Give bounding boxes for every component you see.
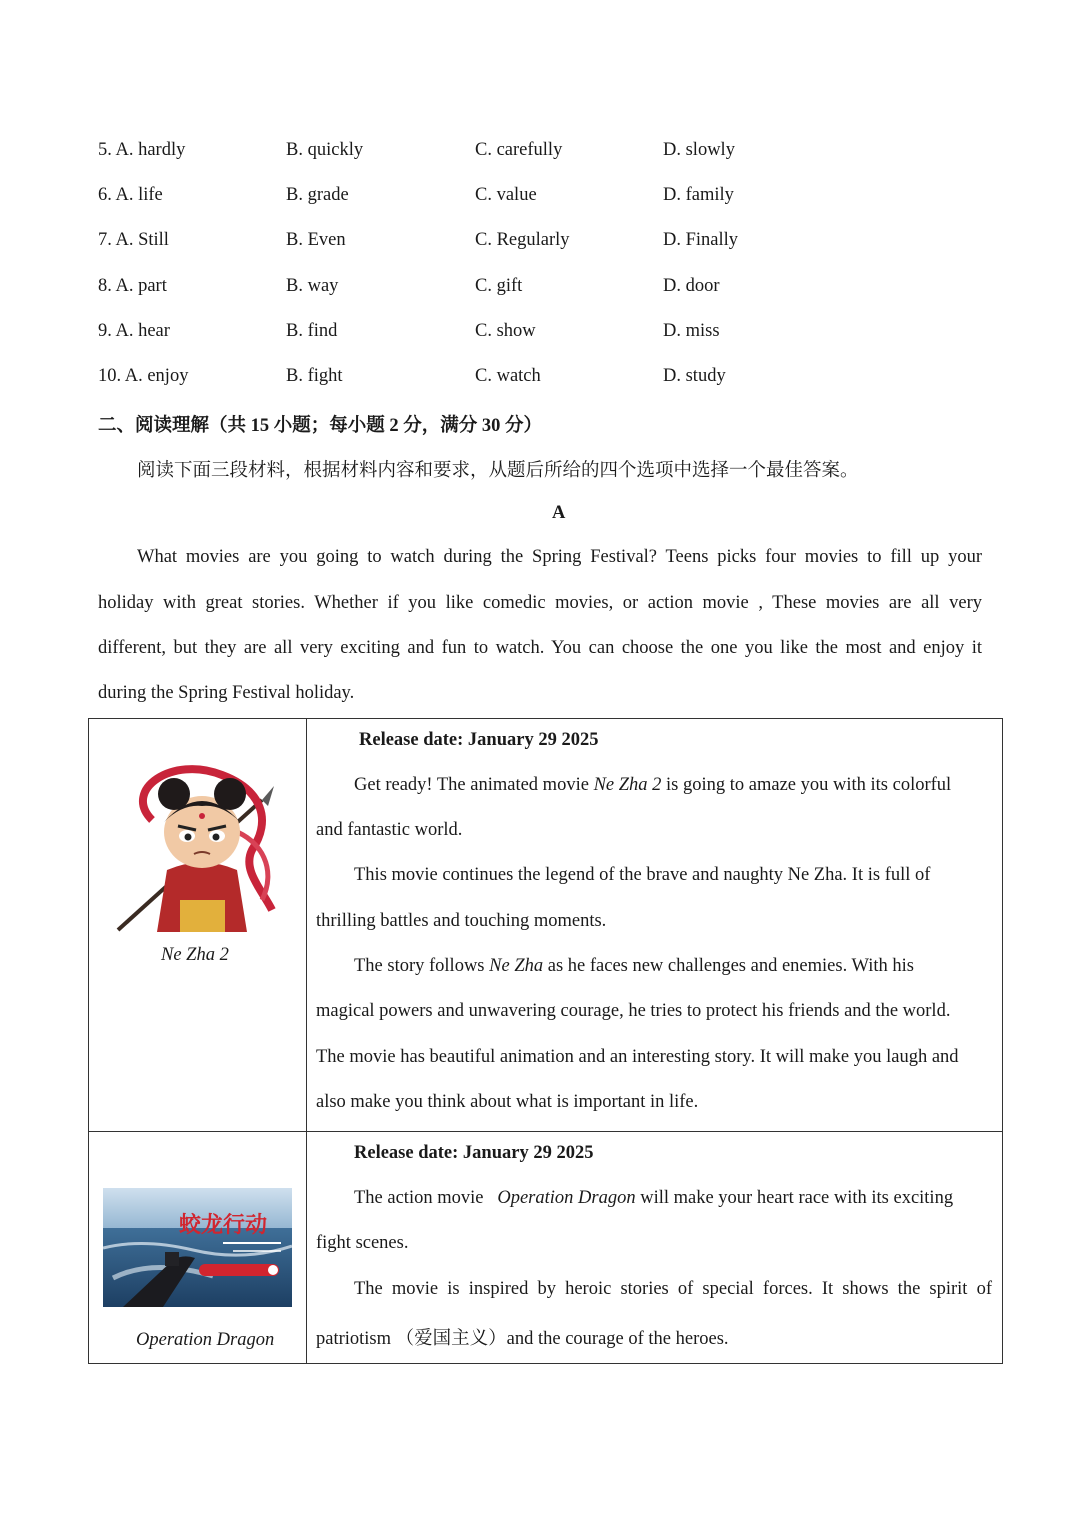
- option-c: C. gift: [475, 276, 523, 296]
- option-c: C. value: [475, 185, 537, 205]
- poster-title: 蛟龙行动: [178, 1213, 268, 1238]
- movie-desc-line: magical powers and unwavering courage, he tries to protect his friends and the world.: [316, 1001, 951, 1021]
- option-row-5: [98, 140, 898, 170]
- option-b: B. Even: [286, 230, 346, 250]
- movie-desc-line: fight scenes.: [316, 1233, 409, 1253]
- option-row-6: [98, 185, 898, 215]
- section-title: 二、阅读理解（共 15 小题；每小题 2 分，满分 30 分）: [98, 416, 543, 436]
- option-a: 7. A. Still: [98, 230, 169, 250]
- intro-line: different, but they are all very exciting and fun to watch. You can choose the one you like the most and enjoy it: [98, 638, 982, 658]
- option-d: D. slowly: [663, 140, 735, 160]
- intro-line: during the Spring Festival holiday.: [98, 683, 355, 703]
- option-c: C. watch: [475, 366, 541, 386]
- option-b: B. fight: [286, 366, 343, 386]
- movie-desc-line: The movie has beautiful animation and an interesting story. It will make you laugh and: [316, 1047, 959, 1067]
- option-b: B. find: [286, 321, 338, 341]
- movie-caption: Ne Zha 2: [161, 945, 229, 965]
- option-d: D. miss: [663, 321, 720, 341]
- option-d: D. family: [663, 185, 734, 205]
- table-divider: [88, 1131, 1003, 1132]
- option-b: B. grade: [286, 185, 349, 205]
- release-date: Release date: January 29 2025: [359, 730, 599, 750]
- option-b: B. way: [286, 276, 339, 296]
- movie-caption: Operation Dragon: [136, 1330, 275, 1350]
- movie-desc-line: patriotism （爱国主义）and the courage of the heroes.: [316, 1329, 729, 1349]
- option-d: D. door: [663, 276, 720, 296]
- option-a: 8. A. part: [98, 276, 167, 296]
- option-c: C. carefully: [475, 140, 563, 160]
- ne-zha-image: [112, 760, 282, 932]
- operation-dragon-poster: [103, 1188, 292, 1307]
- movie-desc-line: The action movie Operation Dragon will make your heart race with its exciting: [354, 1188, 954, 1208]
- release-date: Release date: January 29 2025: [354, 1143, 594, 1163]
- option-b: B. quickly: [286, 140, 364, 160]
- movie-desc-line: and fantastic world.: [316, 820, 463, 840]
- table-divider: [306, 718, 307, 1364]
- option-row-7: [98, 230, 898, 260]
- movie-desc-line: This movie continues the legend of the brave and naughty Ne Zha. It is full of: [354, 865, 931, 885]
- option-row-10: [98, 366, 898, 396]
- movie-desc-line: thrilling battles and touching moments.: [316, 911, 607, 931]
- option-a: 9. A. hear: [98, 321, 170, 341]
- movie-desc-line: also make you think about what is important in life.: [316, 1092, 699, 1112]
- movie-desc-line: The movie is inspired by heroic stories of special forces. It shows the spirit of: [354, 1279, 992, 1299]
- option-d: D. study: [663, 366, 726, 386]
- option-d: D. Finally: [663, 230, 739, 250]
- option-row-9: [98, 321, 898, 351]
- option-a: 10. A. enjoy: [98, 366, 189, 386]
- option-a: 6. A. life: [98, 185, 163, 205]
- section-instruction: 阅读下面三段材料，根据材料内容和要求，从题后所给的四个选项中选择一个最佳答案。: [137, 461, 859, 481]
- intro-line: What movies are you going to watch during the Spring Festival? Teens picks four movies to fill up your: [137, 547, 982, 567]
- option-a: 5. A. hardly: [98, 140, 186, 160]
- passage-label: A: [552, 503, 566, 523]
- option-c: C. show: [475, 321, 536, 341]
- movie-desc-line: The story follows Ne Zha as he faces new challenges and enemies. With his: [354, 956, 914, 976]
- option-row-8: [98, 276, 898, 306]
- intro-line: holiday with great stories. Whether if you like comedic movies, or action movie , These movies are all very: [98, 593, 982, 613]
- option-c: C. Regularly: [475, 230, 570, 250]
- movie-desc-line: Get ready! The animated movie Ne Zha 2 is going to amaze you with its colorful: [354, 775, 952, 795]
